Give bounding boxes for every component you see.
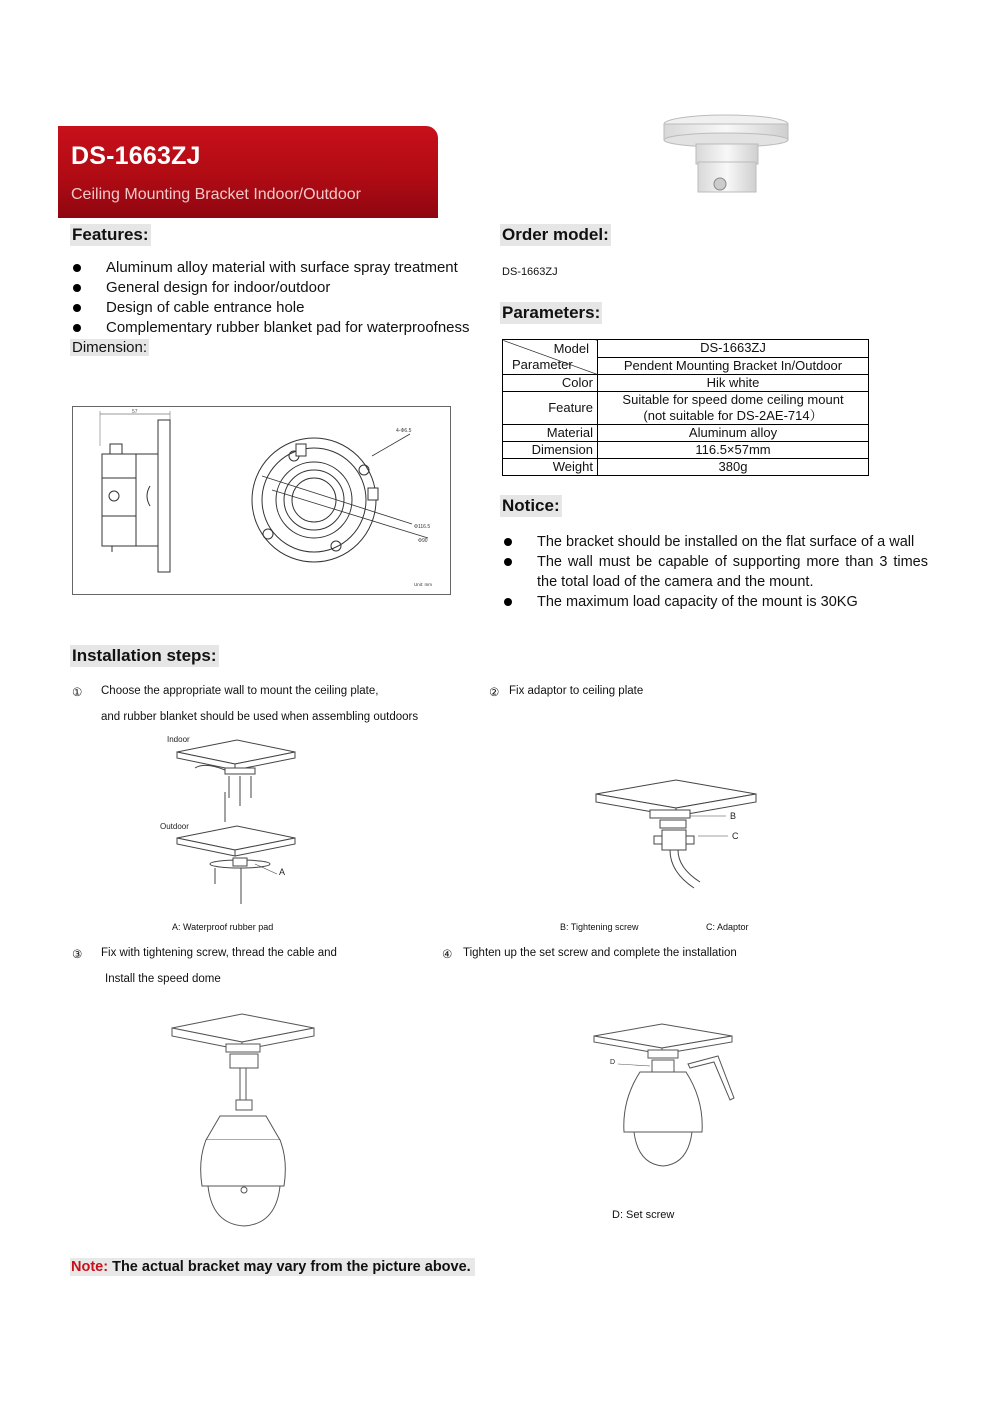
installation-heading: Installation steps: — [72, 646, 217, 665]
step1-number: ① — [72, 687, 83, 699]
dim-diameter1-text: Φ116.5 — [414, 524, 431, 530]
feature-item: Aluminum alloy material with surface spray treatment — [70, 258, 490, 278]
feature-item: Complementary rubber blanket pad for waterproofness — [70, 318, 490, 338]
param-corner-top: Model — [553, 341, 589, 356]
dim-height-text: 57 — [132, 409, 138, 415]
dimension-label: Dimension: — [72, 339, 148, 356]
parameters-heading: Parameters: — [502, 303, 601, 322]
label-a: A — [279, 867, 286, 877]
param-value: 116.5×57mm — [598, 442, 869, 459]
param-key: Color — [503, 375, 598, 392]
notice-item: The wall must be capable of supporting more than 3 times the total load of the camera and the mount. — [502, 552, 928, 592]
param-feature-line2: (not suitable for DS-2AE-714） — [643, 408, 823, 423]
header-banner — [58, 126, 438, 218]
step3-text-2: Install the speed dome — [105, 973, 221, 985]
model-subtitle: Ceiling Mounting Bracket Indoor/Outdoor — [71, 186, 361, 203]
param-model-value: DS-1663ZJ — [598, 340, 869, 358]
footer-note — [70, 1258, 475, 1276]
notice-item: The bracket should be installed on the flat surface of a wall — [502, 532, 928, 552]
label-c: C — [732, 831, 739, 841]
step1-illustration — [155, 732, 305, 912]
caption-a: A: Waterproof rubber pad — [172, 922, 274, 932]
indoor-label: Indoor — [167, 735, 190, 744]
step2-number: ② — [489, 687, 500, 699]
label-b: B — [730, 811, 737, 821]
note-text: The actual bracket may vary from the picture above. — [108, 1259, 471, 1275]
step2-text: Fix adaptor to ceiling plate — [509, 685, 644, 697]
step3-number: ③ — [72, 949, 83, 961]
parameters-table — [502, 339, 869, 476]
label-d: D — [610, 1059, 616, 1066]
dim-diameter2-text: Φ90 — [418, 538, 428, 544]
dim-unit-text: Unit: mm — [414, 582, 432, 587]
notice-item: The maximum load capacity of the mount is 30KG — [502, 592, 928, 612]
dim-holes-text: 4-Φ6.5 — [396, 428, 412, 434]
features-heading: Features: — [72, 225, 149, 244]
param-value: 380g — [598, 459, 869, 476]
param-corner-cell — [503, 340, 598, 375]
param-feature-line1: Suitable for speed dome ceiling mount — [622, 392, 844, 407]
note-label: Note: — [71, 1259, 109, 1275]
param-corner-bottom: Parameter — [512, 357, 573, 372]
step4-number: ④ — [442, 949, 453, 961]
caption-b: B: Tightening screw — [560, 922, 639, 932]
feature-item: Design of cable entrance hole — [70, 298, 490, 318]
param-key: Weight — [503, 459, 598, 476]
step1-text: Choose the appropriate wall to mount the ceiling plate, — [101, 685, 379, 697]
product-photo — [660, 112, 792, 198]
notice-list — [502, 532, 928, 612]
param-key: Dimension — [503, 442, 598, 459]
step1-text-2: and rubber blanket should be used when assembling outdoors — [101, 711, 419, 723]
step4-text: Tighten up the set screw and complete the installation — [463, 947, 737, 959]
order-heading: Order model: — [502, 225, 609, 244]
features-list — [70, 258, 490, 338]
dimension-drawing — [72, 406, 452, 596]
caption-c: C: Adaptor — [706, 922, 749, 932]
order-model: DS-1663ZJ — [502, 266, 558, 278]
param-value: Hik white — [598, 375, 869, 392]
notice-heading: Notice: — [502, 496, 560, 515]
param-value: Aluminum alloy — [598, 425, 869, 442]
param-key: Feature — [503, 392, 598, 425]
step2-illustration — [590, 776, 770, 896]
step4-illustration — [592, 1020, 742, 1170]
feature-item: General design for indoor/outdoor — [70, 278, 490, 298]
step3-text: Fix with tightening screw, thread the cable and — [101, 947, 337, 959]
caption-d: D: Set screw — [612, 1209, 675, 1221]
step3-illustration — [168, 1010, 318, 1230]
param-key: Material — [503, 425, 598, 442]
param-type-value: Pendent Mounting Bracket In/Outdoor — [598, 357, 869, 375]
outdoor-label: Outdoor — [160, 822, 189, 831]
model-title: DS-1663ZJ — [71, 142, 201, 170]
param-value — [598, 392, 869, 425]
